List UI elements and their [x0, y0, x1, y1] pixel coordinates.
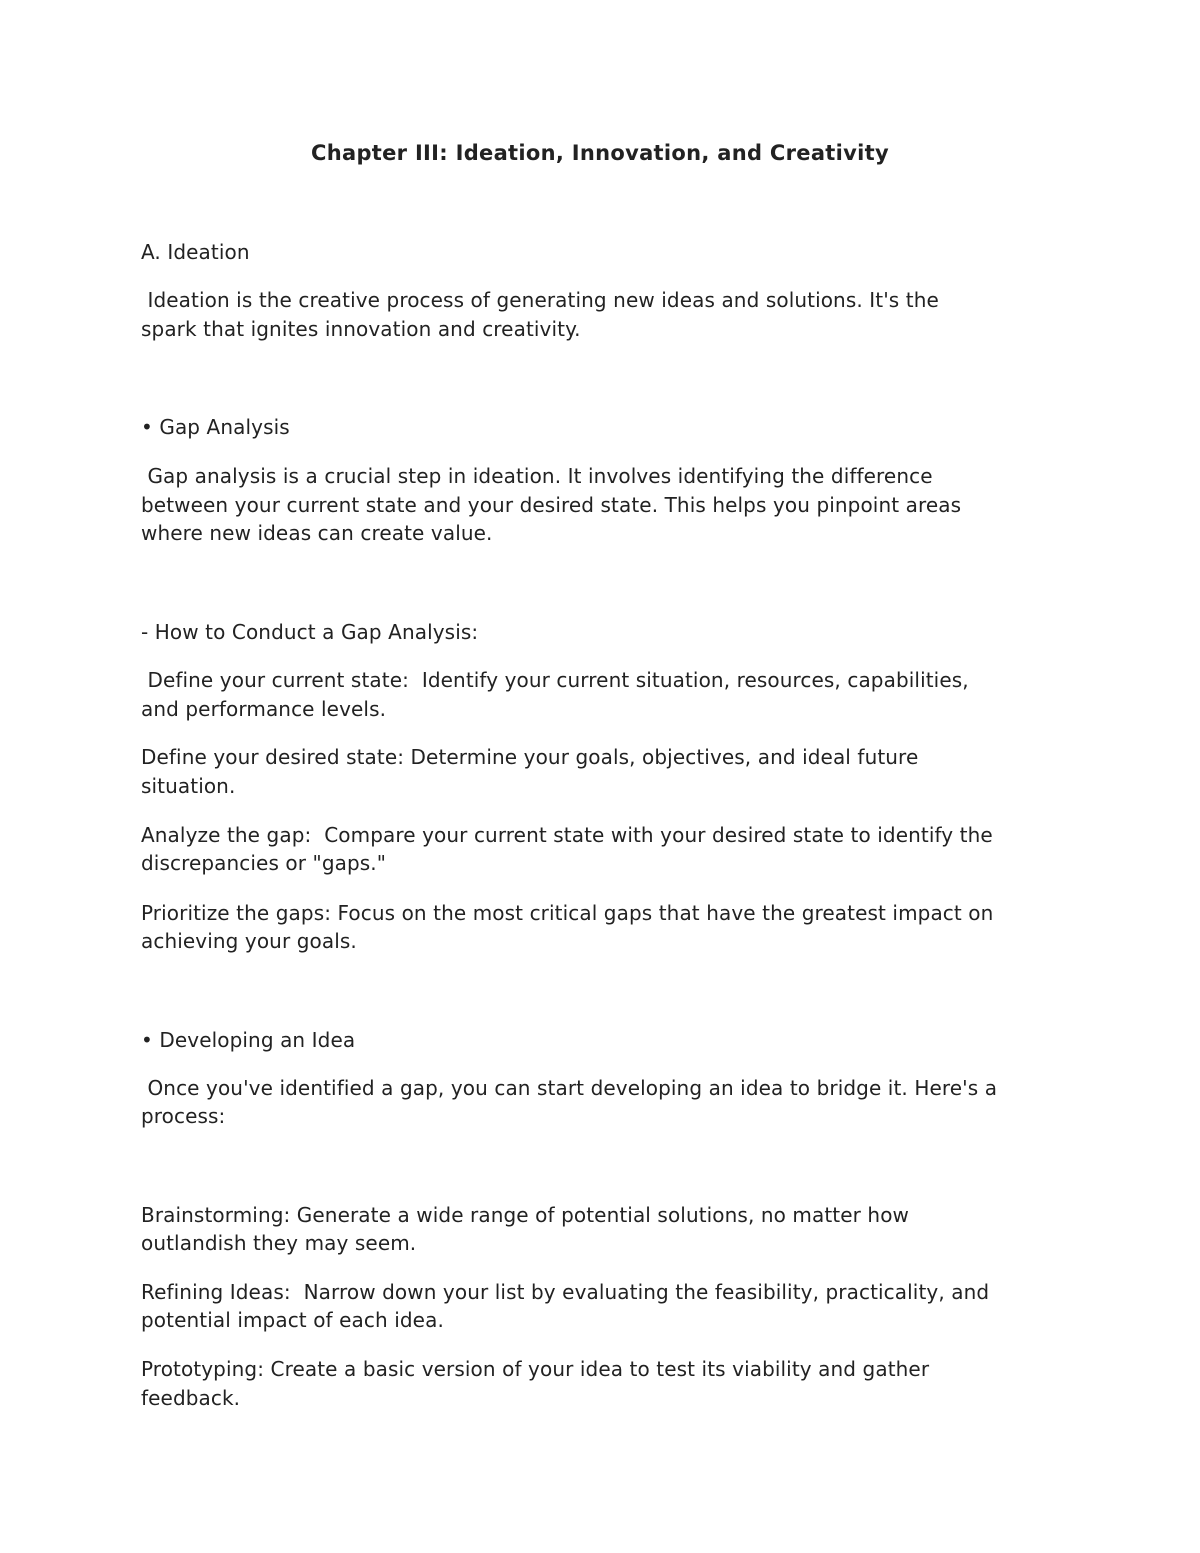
paragraph-line: where new ideas can create value.	[141, 521, 493, 545]
paragraph-line: Ideation is the creative process of generating new ideas and solutions. It's the	[141, 288, 939, 312]
section-heading-ideation: A. Ideation	[141, 240, 250, 264]
paragraph-line: spark that ignites innovation and creativity.	[141, 317, 581, 341]
step-line: and performance levels.	[141, 697, 387, 721]
step-line: Prioritize the gaps: Focus on the most critical gaps that have the greatest impact on	[141, 901, 994, 925]
step-line: Refining Ideas: Narrow down your list by evaluating the feasibility, practicality, and	[141, 1280, 990, 1304]
page-title: Chapter III: Ideation, Innovation, and Creativity	[311, 141, 889, 165]
paragraph-line: Once you've identified a gap, you can start developing an idea to bridge it. Here's a	[141, 1076, 998, 1100]
step-line: potential impact of each idea.	[141, 1308, 444, 1332]
step-line: Define your desired state: Determine your goals, objectives, and ideal future	[141, 745, 919, 769]
step-line: feedback.	[141, 1386, 241, 1410]
paragraph-line: Gap analysis is a crucial step in ideation. It involves identifying the difference	[141, 464, 933, 488]
section-heading-gap-analysis: • Gap Analysis	[141, 415, 290, 439]
step-line: Analyze the gap: Compare your current state with your desired state to identify the	[141, 823, 993, 847]
step-line: Brainstorming: Generate a wide range of potential solutions, no matter how	[141, 1203, 910, 1227]
step-line: discrepancies or "gaps."	[141, 851, 387, 875]
paragraph-line: between your current state and your desired state. This helps you pinpoint areas	[141, 493, 962, 517]
paragraph-line: process:	[141, 1104, 226, 1128]
subheading-how-to: - How to Conduct a Gap Analysis:	[141, 620, 479, 644]
step-line: situation.	[141, 774, 236, 798]
step-line: achieving your goals.	[141, 929, 357, 953]
step-line: Prototyping: Create a basic version of your idea to test its viability and gather	[141, 1357, 930, 1381]
section-heading-developing: • Developing an Idea	[141, 1028, 356, 1052]
step-line: Define your current state: Identify your current situation, resources, capabilities,	[141, 668, 969, 692]
step-line: outlandish they may seem.	[141, 1231, 417, 1255]
